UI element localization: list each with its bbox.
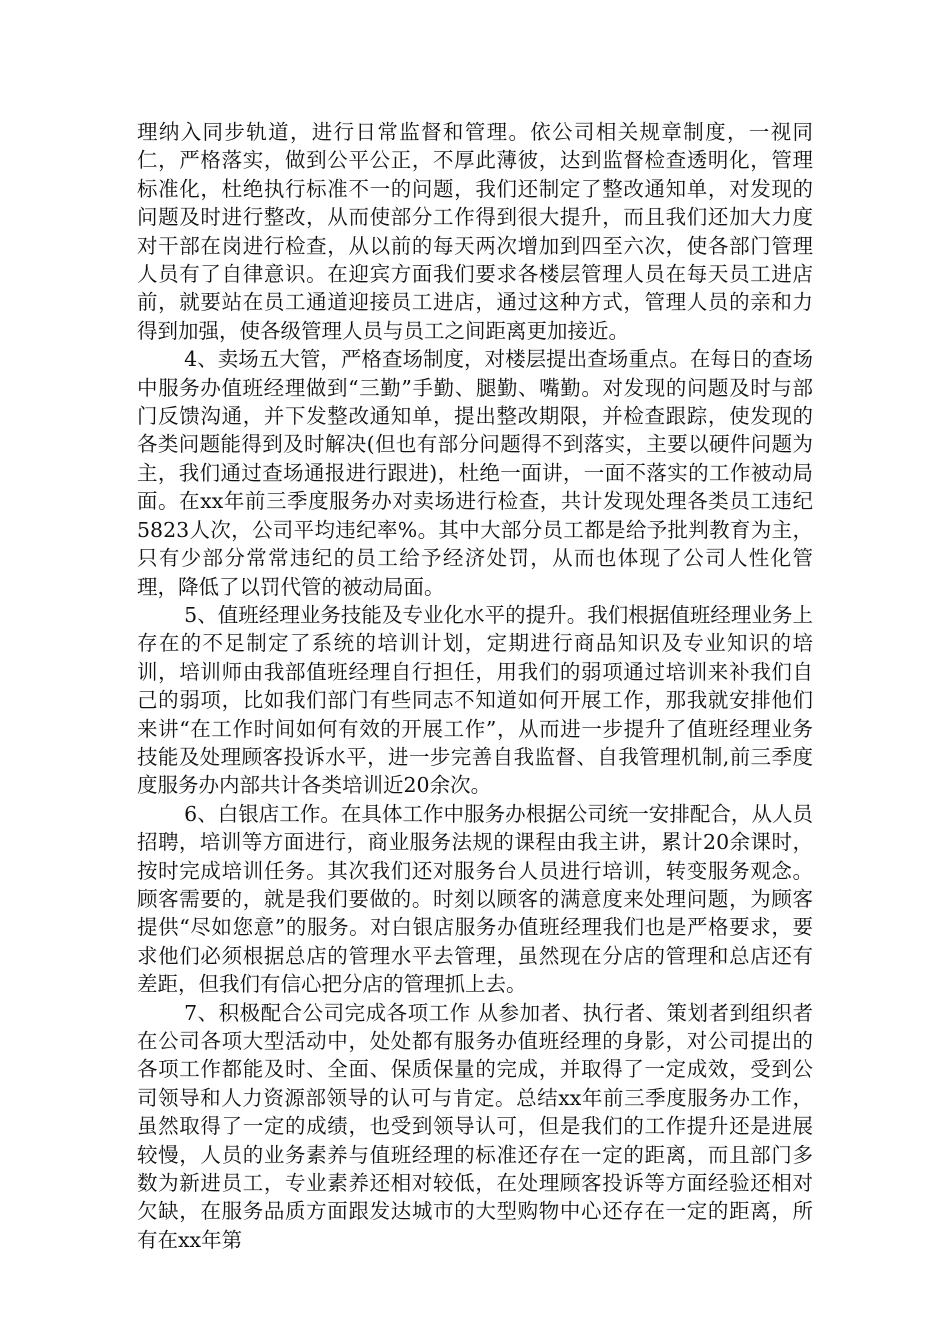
- paragraph-item-7: 7、积极配合公司完成各项工作 从参加者、执行者、策划者到组织者在公司各项大型活动中，处处都有服务办值班经理的身影，对公司提出的各项工作都能及时、全面、保质保量的完成，并取得了一定成效，受到公司领导和人力资源部领导的认可与肯定。总结xx年前三季度服务办工作，虽然取得了一定的成绩，也受到领导认可，但是我们的工作提升还是进展较慢，人员的业务素养与值班经理的标准还存在一定的距离，而且部门多数为新进员工，专业素养还相对较低，在处理顾客投诉等方面经验还相对欠缺，在服务品质方面跟发达城市的大型购物中心还存在一定的距离，所有在xx年第: [137, 1000, 813, 1252]
- paragraph-continuation: 理纳入同步轨道，进行日常监督和管理。依公司相关规章制度，一视同仁，严格落实，做到公平公正，不厚此薄彼，达到监督检查透明化，管理标准化，杜绝执行标准不一的问题，我们还制定了整改通知单，对发现的问题及时进行整改，从而使部分工作得到很大提升，而且我们还加大力度对干部在岗进行检查，从以前的每天两次增加到四至六次，使各部门管理人员有了自律意识。在迎宾方面我们要求各楼层管理人员在每天员工进店前，就要站在员工通道迎接员工进店，通过这种方式，管理人员的亲和力得到加强，使各级管理人员与员工之间距离更加接近。: [137, 120, 813, 343]
- paragraph-item-5: 5、值班经理业务技能及专业化水平的提升。我们根据值班经理业务上存在的不足制定了系统的培训计划，定期进行商品知识及专业知识的培训，培训师由我部值班经理自行担任，用我们的弱项通过培训来补我们自己的弱项，比如我们部门有些同志不知道如何开展工作，那我就安排他们来讲“在工作时间如何有效的开展工作”，从而进一步提升了值班经理业务技能及处理顾客投诉水平，进一步完善自我监督、自我管理机制,前三季度度服务办内部共计各类培训近20余次。: [137, 602, 813, 798]
- document-page: [137, 118, 813, 1254]
- paragraph-item-6: 6、白银店工作。在具体工作中服务办根据公司统一安排配合，从人员招聘，培训等方面进行，商业服务法规的课程由我主讲，累计20余课时，按时完成培训任务。其次我们还对服务台人员进行培训，转变服务观念。顾客需要的，就是我们要做的。时刻以顾客的满意度来处理问题，为顾客提供“尽如您意”的服务。对白银店服务办值班经理我们也是严格要求，要求他们必须根据总店的管理水平去管理，虽然现在分店的管理和总店还有差距，但我们有信心把分店的管理抓上去。: [137, 801, 813, 997]
- paragraph-item-4: 4、卖场五大管，严格查场制度，对楼层提出查场重点。在每日的查场中服务办值班经理做到“三勤”手勤、腿勤、嘴勤。对发现的问题及时与部门反馈沟通，并下发整改通知单，提出整改期限，并检查跟踪，使发现的各类问题能得到及时解决(但也有部分问题得不到落实，主要以硬件问题为主，我们通过查场通报进行跟进)，杜绝一面讲，一面不落实的工作被动局面。在xx年前三季度服务办对卖场进行检查，共计发现处理各类员工违纪5823人次，公司平均违纪率%。其中大部分员工都是给予批判教育为主，只有少部分常常违纪的员工给予经济处罚，从而也体现了公司人性化管理，降低了以罚代管的被动局面。: [137, 347, 813, 599]
